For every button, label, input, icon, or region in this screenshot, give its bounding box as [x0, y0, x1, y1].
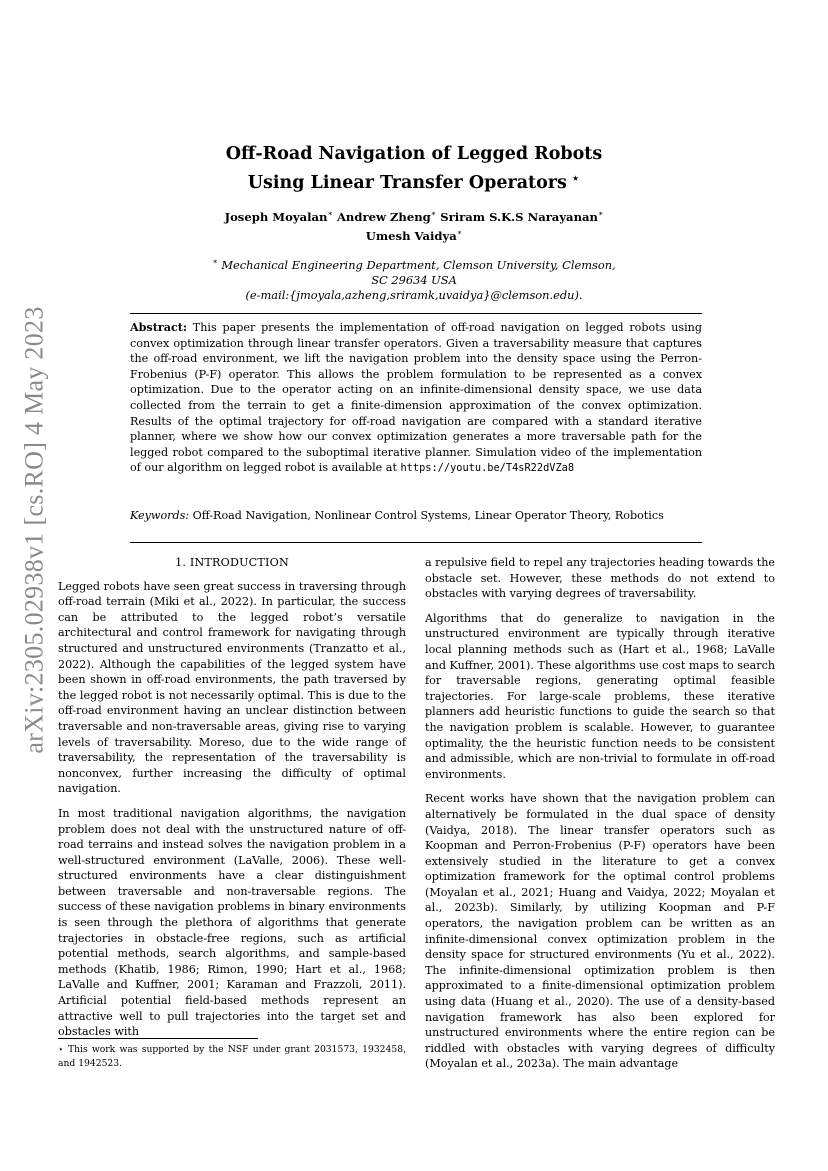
- paragraph: Algorithms that do generalize to navigation in the unstructured environment are typically through iterative local planning methods such as (Hart et al., 1968; LaValle and Kuffner, 2001). These algorithms use cost maps to search for traversable regions, generating optimal feasible trajectories. For large-scale problems, these iterative planners add heuristic functions to guide the search so that the navigation problem is scalable. However, to guarantee optimality, the the heuristic function needs to be consistent and admissible, which are non-trivial to formulate in off-road environments.: [425, 611, 775, 781]
- left-column: [58, 555, 406, 1049]
- keywords-bottom-rule: [130, 542, 702, 543]
- keywords-label: Keywords:: [130, 509, 190, 522]
- section-heading: 1. INTRODUCTION: [175, 556, 289, 569]
- affiliation-marker: ∗: [212, 257, 218, 266]
- title-line-1: Off-Road Navigation of Legged Robots: [225, 144, 603, 164]
- paragraph: a repulsive field to repel any trajectories heading towards the obstacle set. However, these methods do not extend to obstacles with varying degrees of traversability.: [425, 556, 775, 601]
- paragraph: Legged robots have seen great success in traversing through off-road terrain (Miki et al., 2022). In particular, the success can be attributed to the legged robot’s versatile architectural and control framework for navigating through structured and unstructured environments (Tranzatto et al., 2022). Although the capabilities of the legged system have been shown in off-road environments, the path traversed by the legged robot is not necessarily optimal. This is due to the off-road environment having an unclear distinction between traversable and non-traversable areas, giving rise to varying levels of traversability. Moreso, due to the wide range of traversability, the representation of the traversability is nonconvex, further increasing the difficulty of optimal navigation.: [58, 579, 406, 796]
- author-marker: ∗: [597, 209, 604, 218]
- title-line-2: [130, 166, 698, 195]
- affiliation-line-1: [180, 254, 648, 273]
- paper-title: [130, 142, 698, 195]
- keywords-text: Off-Road Navigation, Nonlinear Control Systems, Linear Operator Theory, Robotics: [192, 509, 664, 522]
- title-footnote-marker: ⋆: [570, 169, 581, 187]
- author-marker: ∗: [456, 227, 463, 237]
- paragraph: Recent works have shown that the navigation problem can alternatively be formulated in the dual space of density (Vaidya, 2018). The linear transfer operators such as Koopman and Perron-Frobenius (P-F) operators have been extensively studied in the literature to get a convex optimization framework for the optimal control problems (Moyalan et al., 2021; Huang and Vaidya, 2022; Moyalan et al., 2023b). Similarly, by utilizing Koopman and P-F operators, the navigation problem can be written as an infinite-dimensional convex optimization problem in the density space for structured environments (Yu et al., 2022). The infinite-dimensional optimization problem is then approximated to a finite-dimensional optimization problem using data (Huang et al., 2020). The use of a density-based navigation framework has also been explored for unstructured environments where the entire region can be riddled with obstacles with varying degrees of difficulty (Moyalan et al., 2023a). The main advantage: [425, 792, 775, 1071]
- author-name: Sriram S.K.S Narayanan: [440, 209, 598, 224]
- arxiv-side-stamp: [12, 200, 57, 860]
- footnote-text: This work was supported by the NSF under grant 2031573, 1932458, and 1942523.: [58, 1044, 406, 1069]
- affiliation-email: (e-mail:{jmoyala,azheng,sriramk,uvaidya}@clemson.edu).: [245, 287, 583, 302]
- abstract: [130, 320, 702, 477]
- footnote-rule: [58, 1038, 258, 1039]
- author-list: [130, 206, 698, 244]
- author-name: Andrew Zheng: [336, 209, 431, 224]
- author-name: Joseph Moyalan: [224, 209, 328, 224]
- abstract-top-rule: [130, 313, 702, 314]
- keywords: [130, 508, 702, 524]
- authors-line-2: [130, 225, 698, 244]
- authors-line-1: [130, 206, 698, 225]
- affiliation-text-1: Mechanical Engineering Department, Clemson University, Clemson,: [221, 257, 616, 272]
- abstract-text: This paper presents the implementation of off-road navigation on legged robots using convex optimization through linear transfer operators. Given a traversability measure that captures the off-road environment, we lift the navigation problem into the density space using the Perron-Frobenius (P-F) operator. This allows the problem formulation to be represented as a convex optimization. Due to the operator acting on an infinite-dimensional density space, we use data collected from the terrain to get a finite-dimension approximation of the convex optimization. Results of the optimal trajectory for off-road navigation are compared with a standard iterative planner, where we show how our convex optimization generates a more traversable path for the legged robot compared to the suboptimal iterative planner. Simulation video of the implementation of our algorithm on legged robot is available at: [130, 321, 702, 475]
- paragraph: In most traditional navigation algorithms, the navigation problem does not deal with the unstructured nature of off-road terrains and instead solves the navigation problem in a well-structured environment (LaValle, 2006). These well-structured environments have a clear distinguishment between traversable and non-traversable regions. The success of these navigation problems in binary environments is seen through the plethora of algorithms that generate trajectories in obstacle-free regions, such as artificial potential methods, search algorithms, and sample-based methods (Khatib, 1986; Rimon, 1990; Hart et al., 1968; LaValle and Kuffner, 2001; Karaman and Frazzoli, 2011). Artificial potential field-based methods represent an attractive well to pull trajectories into the target set and obstacles with: [58, 806, 406, 1039]
- abstract-label: Abstract:: [130, 321, 187, 334]
- footnote: [58, 1043, 406, 1070]
- right-column: [425, 555, 775, 1081]
- author-marker: ∗: [327, 209, 333, 218]
- affiliation-line-2: SC 29634 USA: [371, 272, 457, 287]
- author-marker: ∗: [430, 209, 437, 218]
- affiliation: [180, 254, 648, 303]
- video-link[interactable]: https://youtu.be/T4sR22dVZa8: [400, 462, 575, 475]
- author-name: Umesh Vaidya: [365, 228, 457, 243]
- footnote-marker: ⋆: [58, 1044, 64, 1055]
- arxiv-identifier: arXiv:2305.02938v1 [cs.RO] 4 May 2023: [19, 306, 49, 754]
- title-line-2-text: Using Linear Transfer Operators: [247, 173, 567, 193]
